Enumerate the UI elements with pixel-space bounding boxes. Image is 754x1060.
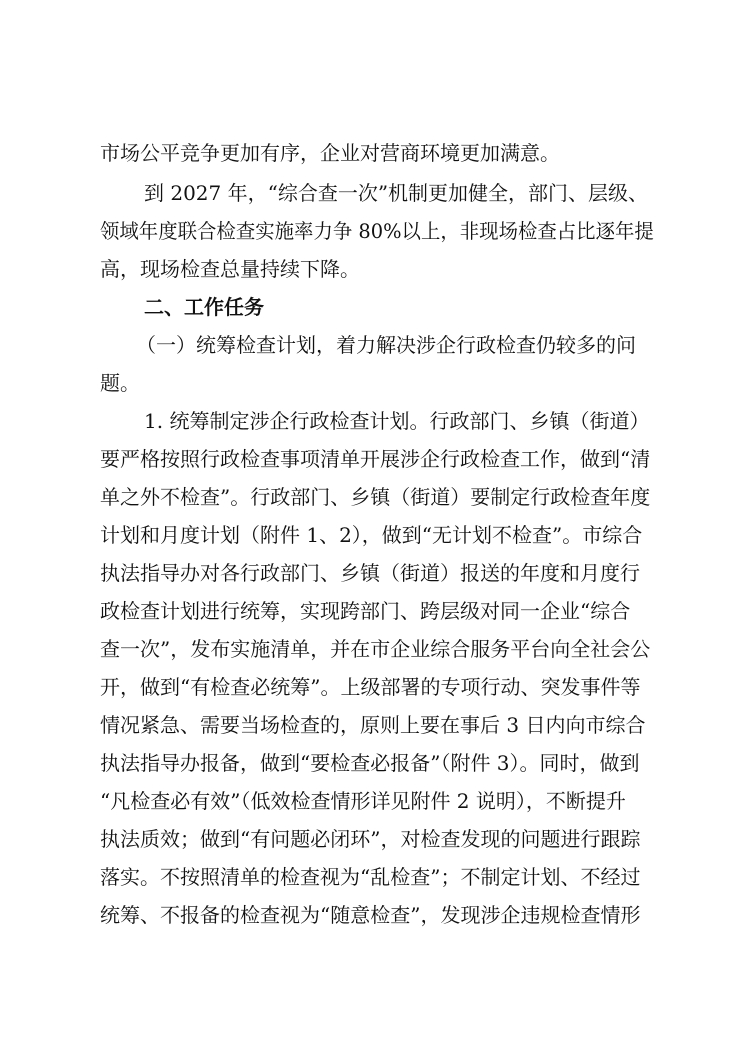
paragraph-3-line-2: 要严格按照行政检查事项清单开展涉企行政检查工作，做到“清 xyxy=(100,447,651,471)
subsection-heading-line-1: （一）统筹检查计划，着力解决涉企行政检查仍较多的问 xyxy=(136,333,636,357)
paragraph-3-line-11: “凡检查必有效”（低效检查情形详见附件 2 说明），不断提升 xyxy=(100,789,626,813)
paragraph-2-line-1: 到 2027 年，“综合查一次”机制更加健全，部门、层级、 xyxy=(144,181,649,205)
paragraph-3-line-1: 1. 统筹制定涉企行政检查计划。行政部门、乡镇（街道） xyxy=(144,409,650,433)
paragraph-3-line-8: 开，做到“有检查必统筹”。上级部署的专项行动、突发事件等 xyxy=(100,675,641,699)
paragraph-3-line-4: 计划和月度计划（附件 1、2），做到“无计划不检查”。市综合 xyxy=(100,523,643,547)
paragraph-3-line-10: 执法指导办报备，做到“要检查必报备”（附件 3）。同时，做到 xyxy=(100,751,640,775)
paragraph-3-line-5: 执法指导办对各行政部门、乡镇（街道）报送的年度和月度行 xyxy=(100,561,640,585)
paragraph-2-line-2: 领域年度联合检查实施率力争 80%以上，非现场检查占比逐年提 xyxy=(100,219,654,243)
paragraph-3-line-7: 查一次”，发布实施清单，并在市企业综合服务平台向全社会公 xyxy=(100,637,651,661)
paragraph-3-line-12: 执法质效；做到“有问题必闭环”，对检查发现的问题进行跟踪 xyxy=(100,827,641,851)
subsection-heading-line-2: 题。 xyxy=(100,371,140,395)
paragraph-1-line-1: 市场公平竞争更加有序，企业对营商环境更加满意。 xyxy=(100,141,560,165)
section-heading: 二、工作任务 xyxy=(144,295,264,319)
paragraph-2-line-3: 高，现场检查总量持续下降。 xyxy=(100,257,360,281)
paragraph-3-line-14: 统筹、不报备的检查视为“随意检查”，发现涉企违规检查情形 xyxy=(100,903,641,927)
paragraph-3-line-3: 单之外不检查”。行政部门、乡镇（街道）要制定行政检查年度 xyxy=(100,485,651,509)
paragraph-3-line-13: 落实。不按照清单的检查视为“乱检查”；不制定计划、不经过 xyxy=(100,865,641,889)
paragraph-3-line-6: 政检查计划进行统筹，实现跨部门、跨层级对同一企业“综合 xyxy=(100,599,631,623)
paragraph-3-line-9: 情况紧急、需要当场检查的，原则上要在事后 3 日内向市综合 xyxy=(100,713,646,737)
